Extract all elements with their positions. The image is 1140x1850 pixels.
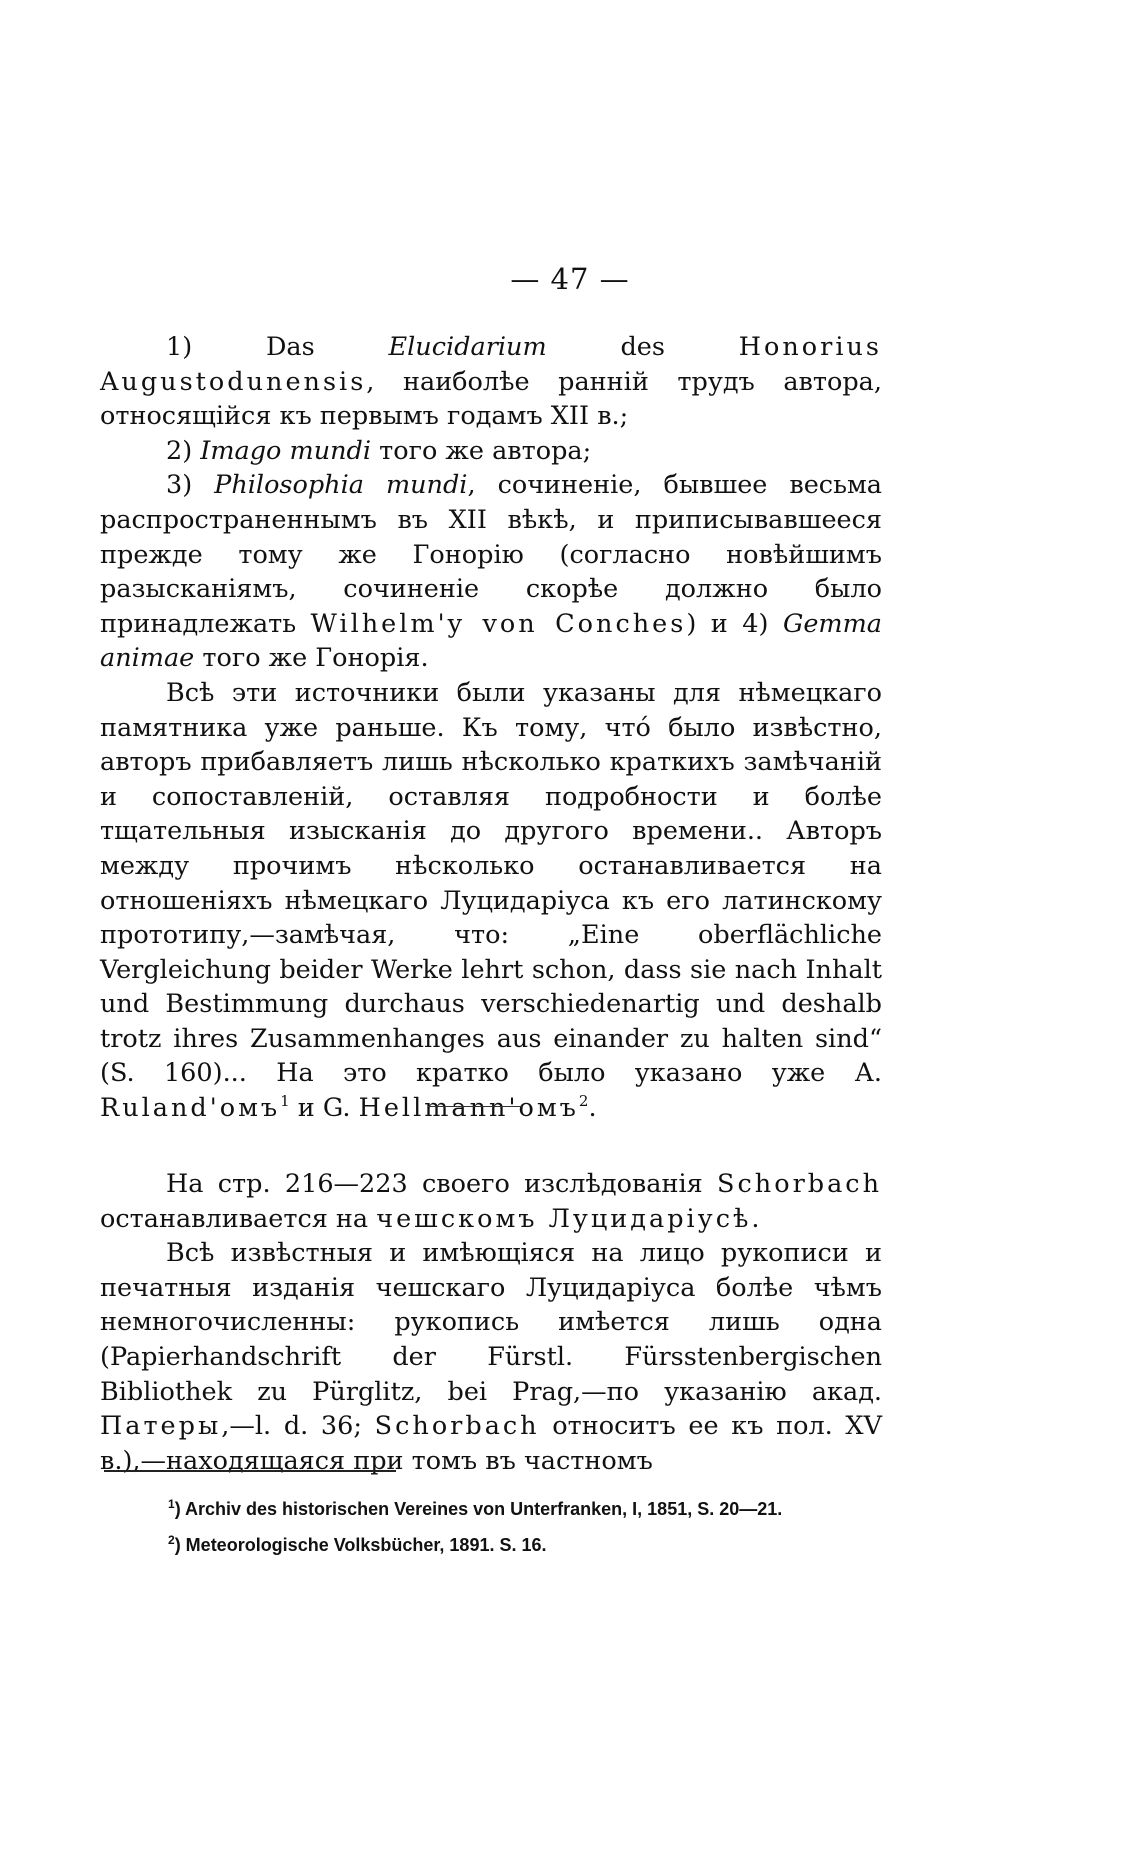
work-title: Imago mundi	[200, 435, 372, 466]
text-run: ) и 4)	[686, 608, 783, 639]
footnote-2	[168, 1527, 898, 1563]
text-run: , сочиненіе, бывшее весьма распространеннымъ въ XII вѣкѣ, и приписывавшееся прежде тому же Гонорію (согласно новѣйшимъ разысканіямъ, сочиненіе скорѣе должно было принадлежать	[100, 470, 883, 639]
text-run: , наиболѣе ранній трудъ автора, относящійся къ первымъ годамъ XII в.;	[100, 366, 882, 432]
text-run: .	[588, 1093, 597, 1124]
footnote-mark: 1	[168, 1497, 175, 1511]
footnote-divider	[104, 1470, 396, 1472]
source-item-2	[100, 434, 882, 469]
section-divider	[428, 1106, 522, 1107]
author-name: Патеры	[100, 1411, 222, 1442]
author-name: Wilhelm'y von Conches	[310, 608, 687, 639]
author-name: Ruland'омъ	[100, 1093, 281, 1124]
text-run: .	[751, 1203, 760, 1234]
author-name: Hellmann'омъ	[358, 1093, 579, 1124]
emphasized-term: чешскомъ Луцидаріусѣ	[376, 1203, 752, 1234]
text-run: Всѣ извѣстныя и имѣющіяся на лицо рукописи и печатныя изданія чешскаго Луцидаріуса болѣе чѣмъ немногочисленны: рукопись имѣется лишь одна (Papierhandschrift der Fürstl. Fürsstenbergischen Bibliothek zu Pürglitz, bei Prag,—по указанію акад.	[100, 1238, 882, 1407]
footnote-text: ) Meteorologische Volksbücher, 1891. S. 16.	[174, 1535, 547, 1555]
commentary-paragraph	[100, 676, 882, 1126]
text-run: останавливается на	[100, 1203, 377, 1234]
text-run: ,—l. d. 36;	[221, 1411, 375, 1442]
text-run: того же Гонорія.	[194, 643, 429, 674]
footnote-ref[interactable]: 2	[578, 1092, 589, 1111]
czech-lucidarius-section	[100, 1167, 882, 1478]
work-title: Gemma animae	[100, 608, 882, 674]
sources-section	[100, 330, 882, 1126]
work-title: Philosophia mundi	[214, 470, 468, 501]
author-name: Schorbach	[374, 1411, 540, 1442]
footnote-1	[168, 1491, 898, 1527]
item-number: 2)	[166, 435, 201, 466]
footnote-ref[interactable]: 1	[280, 1092, 290, 1111]
paragraph-manuscripts	[100, 1236, 882, 1478]
footnotes	[168, 1491, 898, 1563]
text-run: относитъ ее къ пол. XV в.),—находящаяся при томъ въ частномъ	[100, 1411, 882, 1476]
text-run: того же автора;	[371, 435, 592, 466]
text-run: des	[546, 332, 739, 362]
text-run: и G.	[289, 1093, 359, 1124]
footnote-text: ) Archiv des historischen Vereines von Unterfranken, I, 1851, S. 20—21.	[174, 1499, 783, 1519]
text-run: Всѣ эти источники были указаны для нѣмецкаго памятника уже раньше. Къ тому, чтó было извѣстно, авторъ прибавляетъ лишь нѣсколько краткихъ замѣчаній и сопоставленій, оставляя подробности и болѣе тщательныя изысканія до другого времени.. Авторъ между прочимъ нѣсколько останавливается на отношеніяхъ нѣмецкаго Луцидаріуса къ его латинскому прототипу,—замѣчая, что: „Eine oberflächliche Vergleichung beider Werke lehrt schon, dass sie nach Inhalt und Bestimmung durchaus verschiedenartig und deshalb trotz ihres Zusammenhanges aus einander zu halten sind“ (S. 160)... На это кратко было указано уже А.	[100, 677, 882, 1089]
source-item-3	[100, 468, 882, 676]
author-name: Honorius Augustodunensis	[100, 332, 882, 397]
page-number: — 47 —	[510, 262, 630, 296]
author-name: Schorbach	[717, 1169, 882, 1199]
footnote-mark: 2	[168, 1533, 175, 1547]
item-number: 3)	[166, 470, 215, 501]
work-title: Elucidarium	[388, 332, 547, 362]
source-item-1	[100, 330, 882, 434]
paragraph-intro	[100, 1167, 882, 1236]
text-run: На стр. 216—223 своего изслѣдованія	[166, 1169, 718, 1199]
item-number: 1) Das	[166, 332, 389, 362]
